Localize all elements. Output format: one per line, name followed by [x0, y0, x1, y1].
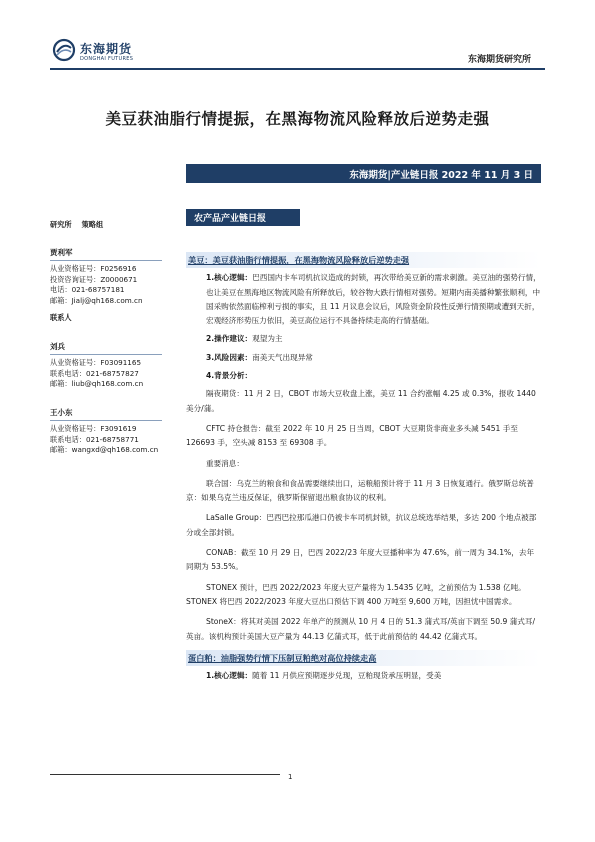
paragraph: 联合国：乌克兰的粮食和食品需要继续出口，运粮船预计将于 11 月 3 日恢复通行。俄罗斯总统普京：如果乌克兰违反保证，俄罗斯保留退出粮食协议的权利。 [186, 478, 534, 503]
logo-subtext: DONGHAI FUTURES [80, 56, 134, 62]
meal-logic: 1.核心逻辑：随着 11 月供应预期逐步兑现，豆粕现货承压明显，受美 [206, 671, 442, 681]
header-divider [50, 68, 545, 70]
report-body [186, 252, 541, 683]
analyst-detail: 从业资格证号：F0256916 [50, 264, 137, 273]
donghai-logo-icon [52, 38, 76, 62]
analyst-name: 贾利军 [50, 247, 73, 257]
meal-heading: 蛋白粕：油脂强势行情下压制豆粕绝对高位持续走高 [186, 650, 541, 666]
soy-advice: 2.操作建议：观望为主 [206, 334, 283, 344]
analyst-detail: 电话：021-68757181 [50, 285, 125, 294]
analyst-detail: 投资咨询证号：Z0000671 [50, 274, 138, 284]
contact-email[interactable]: 邮箱：wangxd@qh168.com.cn [50, 445, 159, 454]
contact-name: 王小东 [50, 407, 73, 417]
department-line: 研究所 策略组 [50, 220, 104, 229]
paragraph: 隔夜期货：11 月 2 日，CBOT 市场大豆收盘上涨，美豆 11 合约涨幅 4.25 或 0.3%，报收 1440 美分/蒲。 [186, 389, 536, 413]
divider [50, 420, 162, 421]
paragraph: LaSalle Group：巴西巴拉那瓜港口仍被卡车司机封锁，抗议总统选举结果，多达 200 个地点被部分或全部封锁。 [186, 513, 537, 537]
section-tag [186, 209, 300, 226]
analyst-email[interactable]: 邮箱：Jialj@qh168.com.cn [50, 295, 143, 305]
contact-detail: 联系电话：021-68757827 [50, 368, 139, 378]
contact-email[interactable]: 邮箱：liub@qh168.com.cn [50, 379, 144, 388]
logo-text: 东海期货 [80, 42, 133, 56]
banner-text: 东海期货|产业链日报 2022 年 11 月 3 日 [349, 170, 533, 181]
paragraph: CONAB：截至 10 月 29 日，巴西 2022/23 年度大豆播种率为 47.6%，前一周为 34.1%，去年同期为 53.5%。 [186, 548, 535, 572]
paragraph: StoneX：将其对美国 2022 年单产的预测从 10 月 4 日的 51.3 蒲式耳/英亩下调至 50.9 蒲式耳/英亩。该机构预计美国大豆产量为 44.13 亿蒲式耳，低于此前预估的 44.42 亿蒲式耳。 [186, 617, 536, 641]
paragraph: STONEX 预计，巴西 2022/2023 年度大豆产量将为 1.5435 亿吨，之前预估为 1.538 亿吨。STONEX 将巴西 2022/2023 年度大豆出口预估下调 400 万吨至 9,600 万吨，因担忧中国需求。 [186, 582, 526, 606]
contact-detail: 联系电话：021-68758771 [50, 434, 139, 444]
soy-logic: 1.核心逻辑：巴西国内卡车司机抗议造成的封锁，再次带给美豆新的需求刺激。美豆油的强势行情，也让美豆在黑海地区物流风险有所释放后，较谷物大跌行情相对强势。短期内南美播种繁张顺利，中国采购依然面临榨利亏损的事实，且 11 月议息会议后，风险资金阶段性反弹行情预期或遭到天折，宏观经济形势压力依旧，美豆高位运行不具备持续走高的行情基础。 [206, 273, 541, 326]
divider [50, 260, 162, 261]
paragraph: CFTC 持仓报告：截至 2022 年 10 月 25 日当周，CBOT 大豆期货非商业多头减 5451 手至 126693 手，空头减 8153 至 69308 手。 [186, 423, 518, 448]
soy-risk: 3.风险因素：南美天气出现异常 [206, 352, 313, 362]
paragraph: 重要消息： [206, 458, 244, 468]
soy-background-label: 4.背景分析： [206, 371, 253, 381]
contact-name: 刘兵 [50, 341, 65, 351]
footer-divider [50, 774, 280, 775]
section-tag-text: 农产品产业链日报 [194, 214, 267, 224]
author-sidebar [50, 220, 162, 456]
contact-label: 联系人 [50, 313, 72, 322]
contact-detail: 从业资格证号：F3091619 [50, 424, 137, 433]
institute-label: 东海期货研究所 [467, 55, 531, 65]
page-number: 1 [288, 773, 293, 781]
report-title: 美豆获油脂行情提振，在黑海物流风险释放后逆势走强 [105, 110, 490, 128]
soy-heading: 美豆：美豆获油脂行情提振，在黑海物流风险释放后逆势走强 [186, 252, 541, 268]
contact-detail: 从业资格证号：F03091165 [50, 358, 142, 367]
report-banner [186, 164, 541, 183]
divider [50, 354, 162, 355]
